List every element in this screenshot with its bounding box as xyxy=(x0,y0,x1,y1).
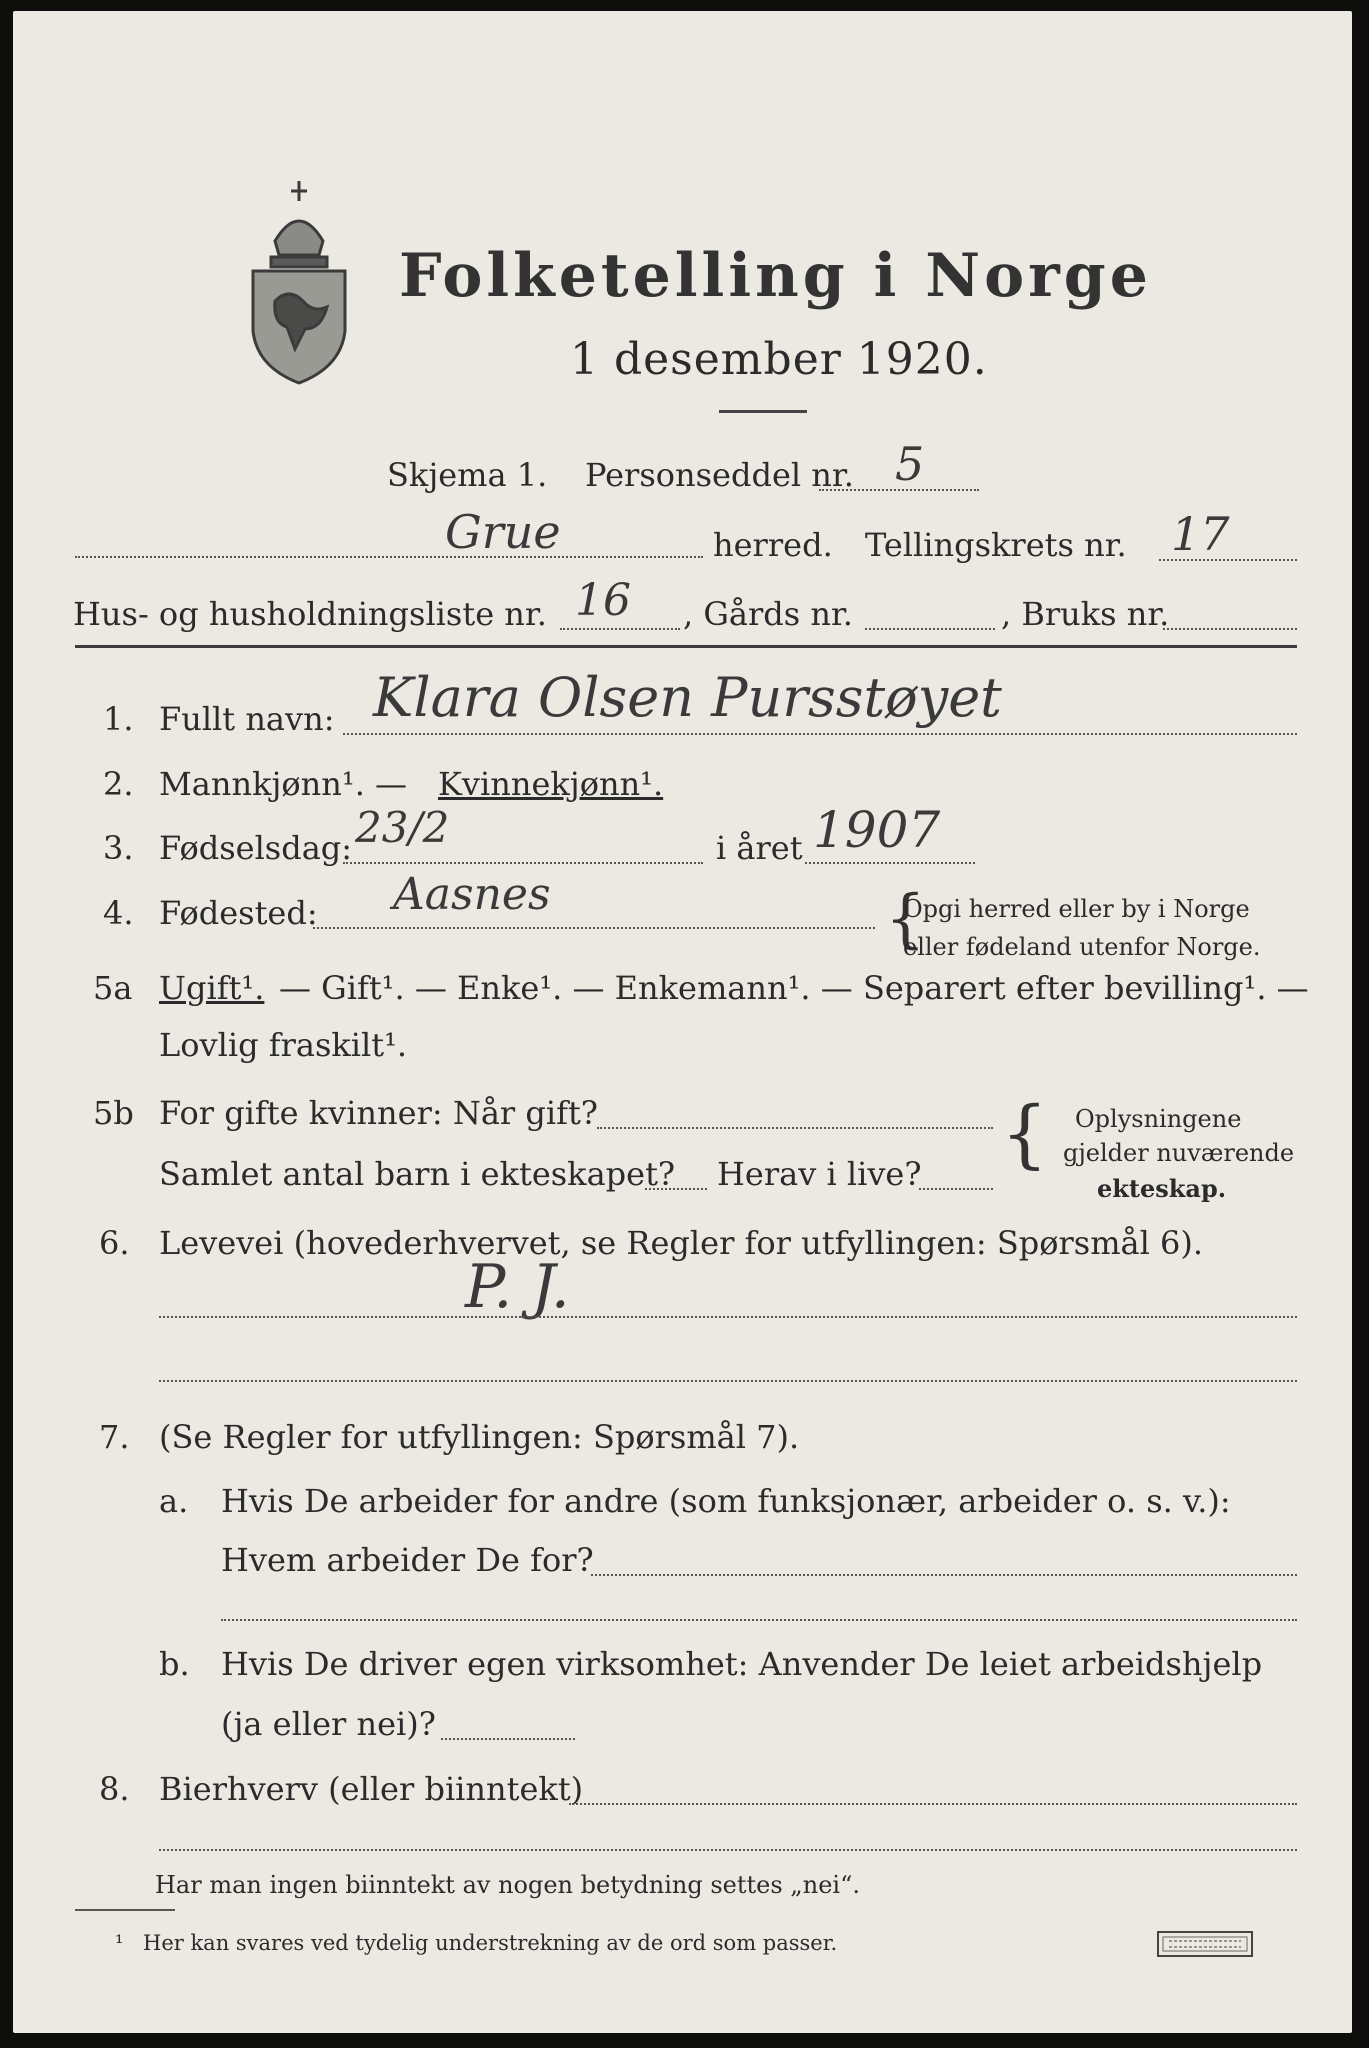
q7-number: 7. xyxy=(99,1418,130,1456)
q8-label: Bierhverv (eller biinntekt) xyxy=(159,1770,584,1808)
husholdningsliste-value: 16 xyxy=(575,575,631,626)
q7-label: (Se Regler for utfyllingen: Spørsmål 7). xyxy=(159,1418,800,1456)
tellingskrets-label: Tellingskrets nr. xyxy=(865,526,1127,564)
header-divider xyxy=(75,645,1297,648)
q7b-letter: b. xyxy=(159,1645,190,1683)
personseddel-label: Personseddel nr. xyxy=(585,456,854,494)
q5b-note-line3: ekteskap. xyxy=(1097,1174,1227,1203)
husholdningsliste-label: Hus- og husholdningsliste nr. xyxy=(73,595,547,633)
q6-number: 6. xyxy=(99,1224,130,1262)
q4-line xyxy=(313,927,875,929)
personseddel-value: 5 xyxy=(895,437,925,491)
herred-label: herred. xyxy=(713,526,833,564)
q5b-herav-label: Herav i live? xyxy=(717,1155,922,1193)
q7a-label-line1: Hvis De arbeider for andre (som funksjonær, arbeider o. s. v.): xyxy=(221,1482,1231,1520)
footnote-mark: ¹ xyxy=(115,1931,124,1955)
q5b-nar-gift-line xyxy=(597,1127,993,1129)
q2-number: 2. xyxy=(103,765,134,803)
q4-note-line2: eller fødeland utenfor Norge. xyxy=(903,933,1261,961)
q1-number: 1. xyxy=(103,700,134,738)
census-form-page xyxy=(13,11,1352,2033)
q5a-lovlig-fraskilt: Lovlig fraskilt¹. xyxy=(159,1026,408,1064)
title-divider xyxy=(719,410,807,413)
q2-mannkjonn: Mannkjønn¹. — xyxy=(159,765,408,803)
q5b-note-line1: Oplysningene xyxy=(1075,1105,1242,1133)
q5a-options: — Gift¹. — Enke¹. — Enkemann¹. — Separert efter bevilling¹. — xyxy=(279,969,1309,1007)
q5a-ugift-underlined: Ugift¹. xyxy=(159,969,265,1007)
q7a-letter: a. xyxy=(159,1482,189,1520)
q4-number: 4. xyxy=(103,894,134,932)
q6-occupation-value: P. J. xyxy=(465,1252,570,1322)
skjema-label: Skjema 1. xyxy=(387,456,548,494)
q5b-nar-gift-label: For gifte kvinner: Når gift? xyxy=(159,1094,598,1132)
q5b-herav-line xyxy=(919,1188,993,1190)
printer-stamp-icon xyxy=(1157,1931,1253,1957)
q5b-barn-label: Samlet antal barn i ekteskapet? xyxy=(159,1155,676,1193)
q4-label: Fødested: xyxy=(159,894,318,932)
gards-line xyxy=(865,628,995,630)
q3-year-value: 1907 xyxy=(813,801,941,859)
q7b-label-line2: (ja eller nei)? xyxy=(221,1705,436,1743)
q7b-label-line1: Hvis De driver egen virksomhet: Anvender De leiet arbeidshjelp xyxy=(221,1645,1263,1683)
q3-line xyxy=(343,862,703,864)
q2-kvinnekjonn-underlined: Kvinnekjønn¹. xyxy=(438,765,664,803)
q3-year-line xyxy=(805,862,975,864)
q8-note: Har man ingen biinntekt av nogen betydning settes „nei“. xyxy=(155,1871,860,1899)
husholdningsliste-line xyxy=(560,628,680,630)
q6-line1 xyxy=(159,1316,1297,1318)
q8-line1 xyxy=(569,1803,1297,1805)
q3-birthday-value: 23/2 xyxy=(355,803,450,852)
census-date: 1 desember 1920. xyxy=(570,334,988,385)
q8-line2 xyxy=(159,1849,1297,1851)
q3-number: 3. xyxy=(103,829,134,867)
bruks-line xyxy=(1163,628,1297,630)
q7a-line1 xyxy=(591,1574,1297,1576)
footnote-text: Her kan svares ved tydelig understrekning av de ord som passer. xyxy=(143,1931,838,1955)
q6-line2 xyxy=(159,1380,1297,1382)
q3-label: Fødselsdag: xyxy=(159,829,353,867)
q1-line xyxy=(343,733,1297,735)
q3-year-label: i året xyxy=(716,829,803,867)
q1-full-name-value: Klara Olsen Pursstøyet xyxy=(373,666,1002,729)
q4-birthplace-value: Aasnes xyxy=(393,869,551,920)
q6-label: Levevei (hovederhvervet, se Regler for utfyllingen: Spørsmål 6). xyxy=(159,1224,1204,1262)
tellingskrets-value: 17 xyxy=(1171,507,1230,561)
norwegian-coat-of-arms-icon xyxy=(235,171,363,386)
q4-note-brace: { xyxy=(885,882,926,956)
q5b-barn-line xyxy=(645,1188,707,1190)
q1-label: Fullt navn: xyxy=(159,700,335,738)
form-title: Folketelling i Norge xyxy=(399,241,1152,311)
q4-note-line1: Opgi herred eller by i Norge xyxy=(903,895,1250,923)
q7a-label-line2: Hvem arbeider De for? xyxy=(221,1541,594,1579)
herred-line xyxy=(75,556,703,558)
herred-value: Grue xyxy=(445,505,561,559)
q7a-line2 xyxy=(221,1619,1297,1621)
q7b-line xyxy=(441,1738,575,1740)
footnote-divider xyxy=(75,1909,175,1911)
q5b-note-brace: { xyxy=(1001,1091,1049,1177)
bruks-label: , Bruks nr. xyxy=(1001,595,1170,633)
gards-label: , Gårds nr. xyxy=(683,595,853,633)
q5b-number: 5b xyxy=(93,1094,134,1132)
q5b-note-line2: gjelder nuværende xyxy=(1063,1139,1295,1167)
q8-number: 8. xyxy=(99,1770,130,1808)
q5a-number: 5a xyxy=(93,969,133,1007)
